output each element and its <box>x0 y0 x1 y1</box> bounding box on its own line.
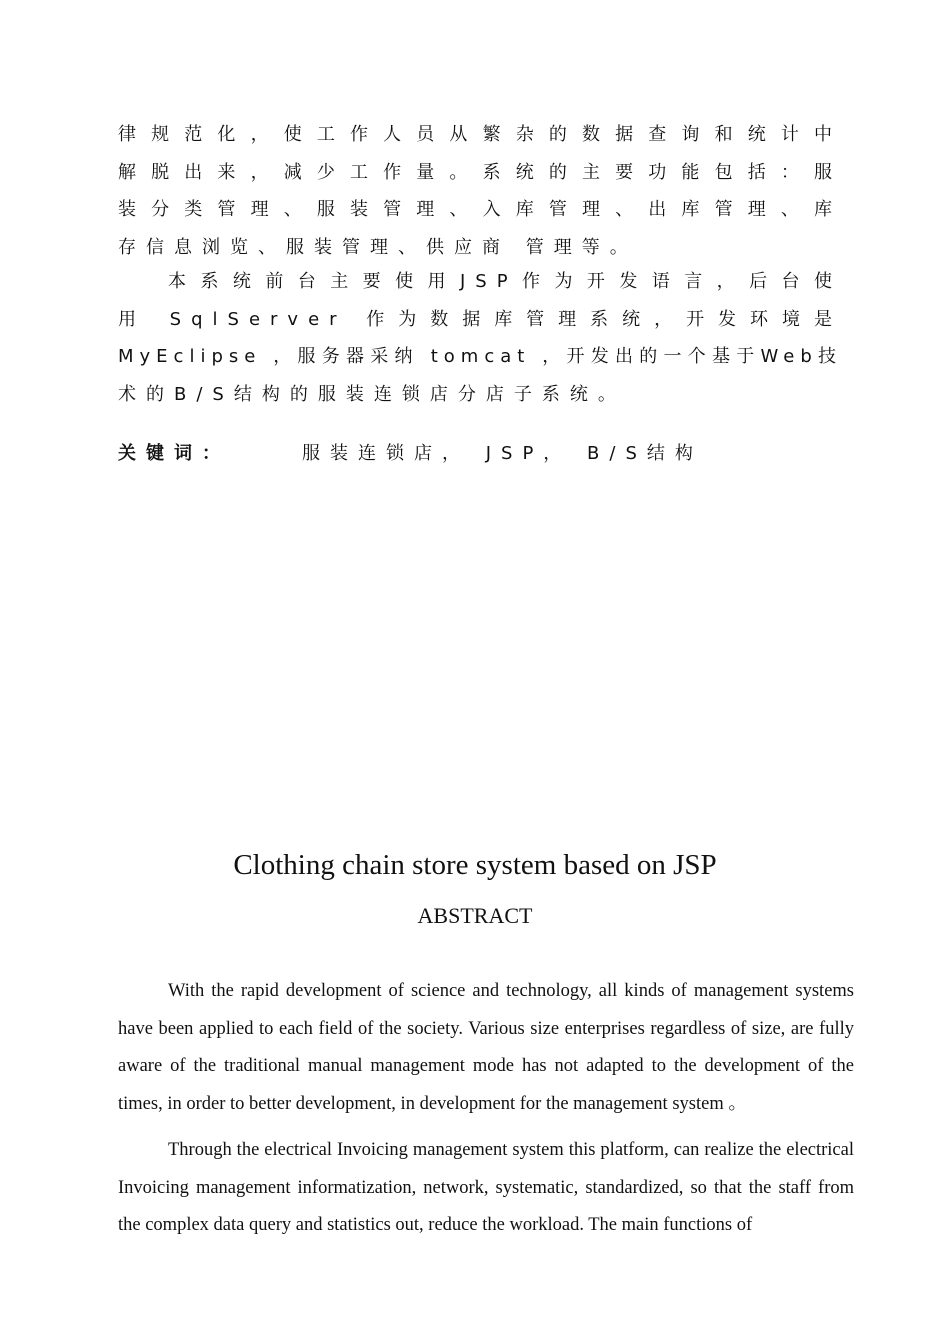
text-line: 本系统前台主要使用JSP作为开发语言，后台使 <box>168 271 842 292</box>
english-abstract-paragraph-2: Through the electrical Invoicing management system this platform, can realize the electrical Invoicing management informatization, network, systematic, standardized, so that the staff from the complex data query and statistics out, reduce the workload. The main functions of <box>118 1140 854 1235</box>
text-line: 律规范化，使工作人员从繁杂的数据查询和统计中 <box>118 124 842 145</box>
keywords-value: 服装连锁店， JSP， B/S结构 <box>302 443 703 464</box>
english-title: Clothing chain store system based on JSP <box>233 849 717 881</box>
text-line: MyEclipse ，服务器采纳 tomcat ，开发出的一个基于Web技 <box>118 346 842 367</box>
text-line: 存信息浏览、服装管理、供应商 管理等。 <box>118 236 638 258</box>
text-line: 装分类管理、服装管理、入库管理、出库管理、库 <box>118 199 842 220</box>
chinese-abstract-paragraph-2 <box>118 263 842 413</box>
text-line: 术的B/S结构的服装连锁店分店子系统。 <box>118 383 626 405</box>
text-line: 解脱出来，减少工作量。系统的主要功能包括：服 <box>118 161 842 183</box>
english-abstract-paragraph-1: With the rapid development of science and technology, all kinds of management systems have been applied to each field of the society. Various size enterprises regardless of size, are fully aware of the traditional manual management mode has not adapted to the development of the times, in order to better development, in development for the management system 。 <box>118 981 854 1114</box>
text-line: 用 SqlServer 作为数据库管理系统，开发环境是 <box>118 308 842 330</box>
keywords-line <box>118 438 842 470</box>
abstract-heading: ABSTRACT <box>417 903 533 928</box>
keywords-label: 关键词： <box>118 443 230 464</box>
chinese-abstract-paragraph-1 <box>118 116 842 266</box>
